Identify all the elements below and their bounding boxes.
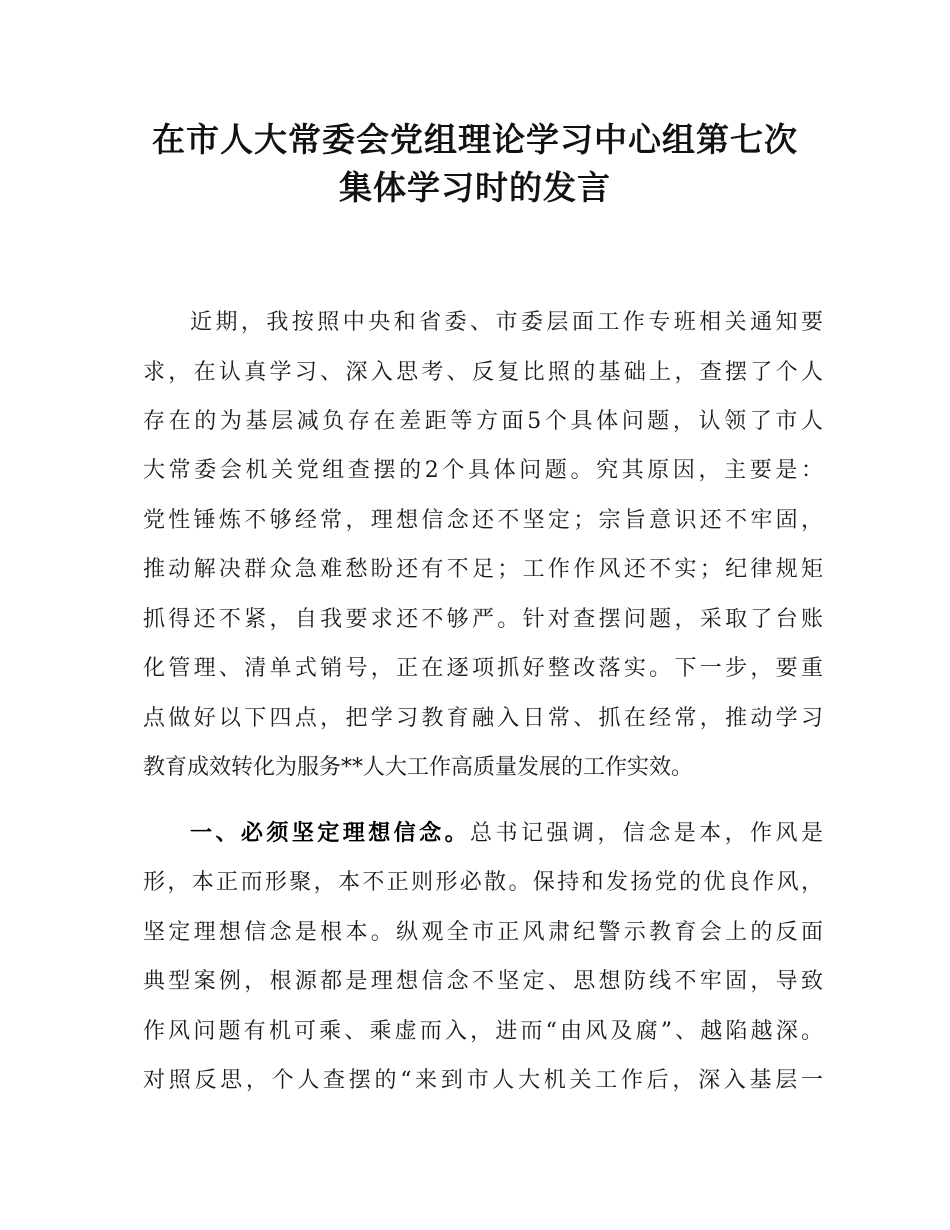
paragraph-1-line: 化管理、清单式销号，正在逐项抓好整改落实。下一步，要重	[143, 656, 823, 681]
section-1-line: 对照反思，个人查摆的“来到市人大机关工作后，深入基层一	[143, 1068, 823, 1093]
paragraph-1-line: 求，在认真学习、深入思考、反复比照的基础上，查摆了个人	[143, 360, 823, 385]
document-title-line-1: 在市人大常委会党组理论学习中心组第七次	[152, 120, 798, 159]
document-title-line-2: 集体学习时的发言	[339, 168, 611, 207]
paragraph-1-line: 教育成效转化为服务**人大工作高质量发展的工作实效。	[143, 755, 694, 780]
paragraph-1-line: 点做好以下四点，把学习教育融入日常、抓在经常，推动学习	[143, 706, 823, 731]
section-1-heading: 一、必须坚定理想信念。	[190, 820, 471, 846]
section-1-line: 坚定理想信念是根本。纵观全市正风肃纪警示教育会上的反面	[143, 920, 823, 945]
paragraph-1-line: 存在的为基层减负存在差距等方面5个具体问题，认领了市人	[143, 409, 823, 434]
paragraph-1-line: 近期，我按照中央和省委、市委层面工作专班相关通知要	[190, 310, 823, 335]
paragraph-1-line: 推动解决群众急难愁盼还有不足；工作作风还不实；纪律规矩	[143, 557, 823, 582]
section-1-first-line-text: 总书记强调，信念是本，作风是	[470, 821, 823, 846]
paragraph-1-line: 党性锤炼不够经常，理想信念还不坚定；宗旨意识还不牢固，	[143, 508, 823, 533]
section-1-line: 典型案例，根源都是理想信念不坚定、思想防线不牢固，导致	[143, 969, 823, 994]
section-1-first-line	[190, 809, 823, 858]
section-1-line: 作风问题有机可乘、乘虚而入，进而“由风及腐”、越陷越深。	[143, 1019, 823, 1044]
paragraph-1-line: 大常委会机关党组查摆的2个具体问题。究其原因，主要是：	[143, 458, 823, 483]
section-1-line: 形，本正而形聚，本不正则形必散。保持和发扬党的优良作风，	[143, 870, 823, 895]
paragraph-1-line: 抓得还不紧，自我要求还不够严。针对查摆问题，采取了台账	[143, 607, 823, 632]
